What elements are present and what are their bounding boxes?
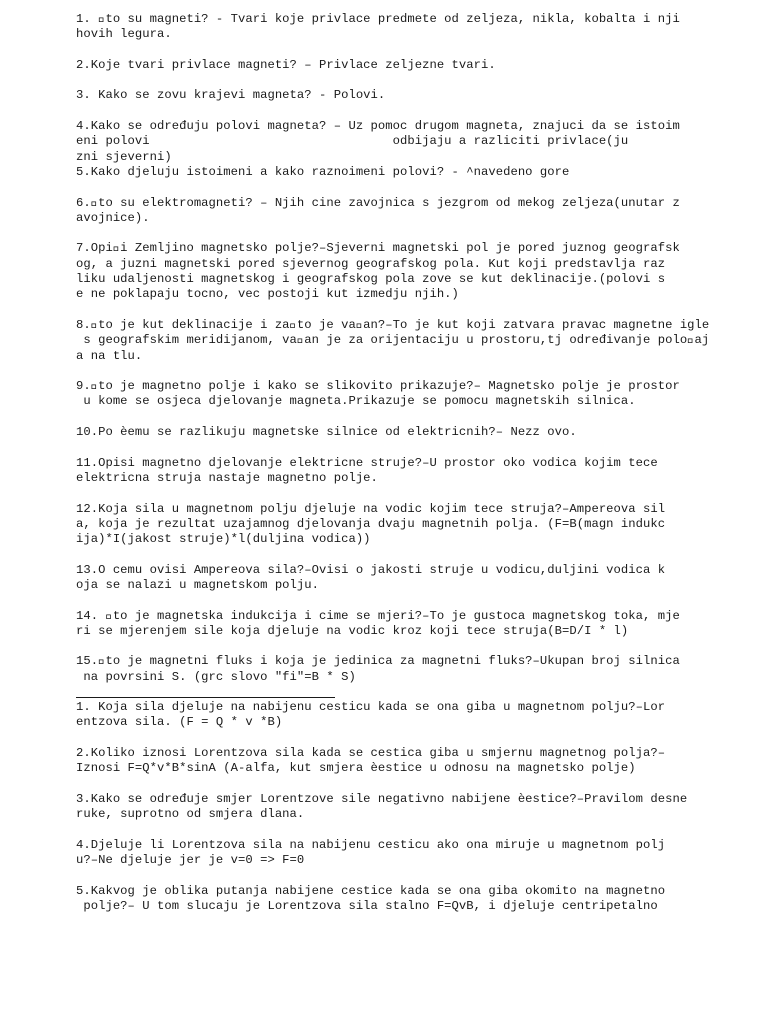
question-8: 8. to je kut deklinacije i za to je va an?–To je kut koji zatvara pravac magnetne igle s geografskim meridijanom, va an je za orijentaciju u prostoru,tj određivanje polo aj a na tlu. xyxy=(76,317,710,363)
section-spacer xyxy=(76,685,756,697)
question-9: 9. to je magnetno polje i kako se slikovito prikazuje?– Magnetsko polje je prostor u kome se osjeca djelovanje magneta.Prikazuje se pomocu magnetskih silnica. xyxy=(76,379,680,409)
question-15: 15. to je magnetni fluks i koja je jedinica za magnetni fluks?–Ukupan broj silnica na povrsini S. (grc slovo "fi"=B * S) xyxy=(76,654,680,684)
question-12: 12.Koja sila u magnetnom polju djeluje na vodic kojim tece struja?–Ampereova sil a, koja je rezultat uzajamnog djelovanja dvaju magnetnih polja. (F=B(magn indukc ija)*I(jakost struje)*l(duljina vodica)) xyxy=(76,501,666,547)
question-4: 4.Kako se određuju polovi magneta? – Uz pomoc drugom magneta, znajuci da se istoim eni polovi odbijaju a razliciti privlace(ju zni sjeverni) xyxy=(76,119,680,164)
question-11: 11.Opisi magnetno djelovanje elektricne struje?–U prostor oko vodica kojim tece elektricna struja nastaje magnetno polje. xyxy=(76,455,658,485)
question-7: 7.Opi i Zemljino magnetsko polje?–Sjeverni magnetski pol je pored juznog geografsk og, a juzni magnetski pored sjevernog geografskog pola. Kut koji predstavlja raz liku udaljenosti magnetskog i geografskog pola zove se kut deklinacije.(polovi s e ne poklapaju tocno, vec postoji kut izmedju njih.) xyxy=(76,241,680,302)
lorentz-question-4: 4.Djeluje li Lorentzova sila na nabijenu cesticu ako ona miruje u magnetnom polj u?–Ne djeluje jer je v=0 => F=0 xyxy=(76,837,666,868)
question-2: 2.Koje tvari privlace magneti? – Privlace zeljezne tvari. xyxy=(76,57,496,72)
question-3: 3. Kako se zovu krajevi magneta? - Polovi. xyxy=(76,88,386,103)
question-10: 10.Po èemu se razlikuju magnetske silnice od elektricnih?– Nezz ovo. xyxy=(76,425,577,440)
question-6: 6. to su elektromagneti? – Njih cine zavojnica s jezgrom od mekog zeljeza(unutar z avojnice). xyxy=(76,195,680,225)
section-divider xyxy=(76,697,335,698)
lorentz-question-1: 1. Koja sila djeluje na nabijenu cesticu kada se ona giba u magnetnom polju?–Lor entzova sila. (F = Q * v *B) xyxy=(76,700,666,730)
question-1: 1. to su magneti? - Tvari koje privlace predmete od zeljeza, nikla, kobalta i nji hovih legura. xyxy=(76,12,680,42)
question-5: 5.Kako djeluju istoimeni a kako raznoimeni polovi? - ^navedeno gore xyxy=(76,164,570,179)
lorentz-question-5: 5.Kakvog je oblika putanja nabijene cestice kada se ona giba okomito na magnetno polje?– U tom slucaju je Lorentzova sila stalno F=QvB, i djeluje centripetalno xyxy=(76,883,666,913)
question-14: 14. to je magnetska indukcija i cime se mjeri?–To je gustoca magnetskog toka, mje ri se mjerenjem sile koja djeluje na vodic kroz koji tece struja(B=D/I * l) xyxy=(76,608,680,638)
lorentz-question-3: 3.Kako se određuje smjer Lorentzove sile negativno nabijene èestice?–Pravilom desne ruke, suprotno od smjera dlana. xyxy=(76,791,688,822)
question-13: 13.O cemu ovisi Ampereova sila?–Ovisi o jakosti struje u vodicu,duljini vodica k oja se nalazi u magnetskom polju. xyxy=(76,562,666,592)
document-text xyxy=(76,12,756,914)
lorentz-question-2: 2.Koliko iznosi Lorentzova sila kada se cestica giba u smjernu magnetnog polja?– Iznosi F=Q*v*B*sinA (A-alfa, kut smjera èestice u odnosu na magnetsko polje) xyxy=(76,745,666,776)
